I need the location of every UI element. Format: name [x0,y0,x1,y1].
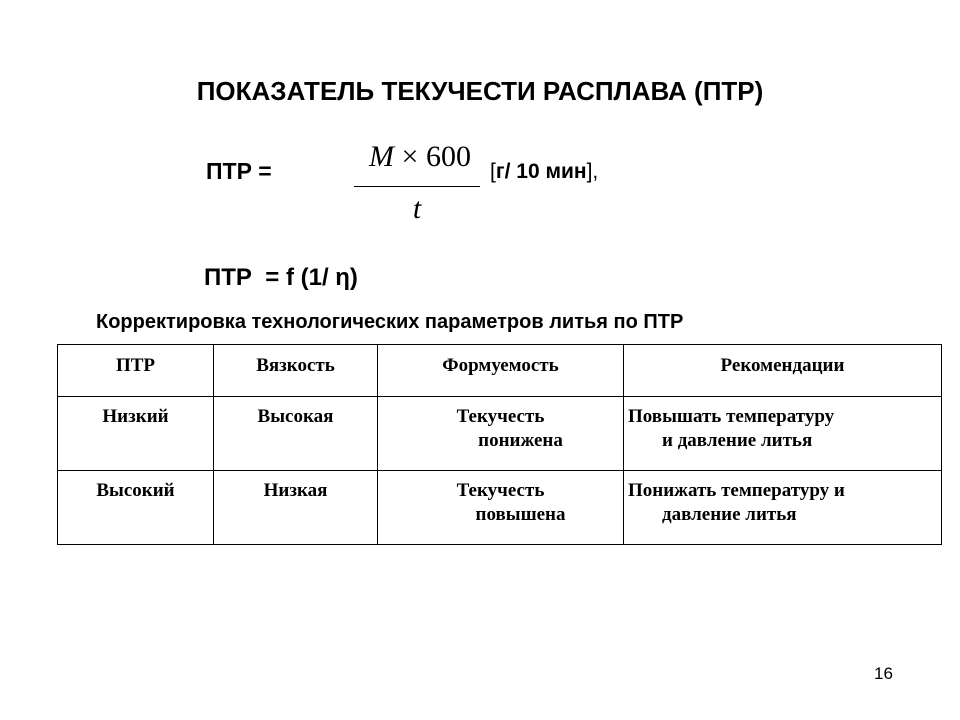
cell-viscosity: Низкая [214,471,378,545]
cell-formability-line2: повышена [475,504,566,525]
table-row [58,471,942,545]
unit-close-bracket: ], [586,160,599,183]
table-header-row [58,345,942,397]
cell-ptr: Низкий [58,397,214,471]
table-row [58,397,942,471]
cell-recommendation-line2: и давление литья [662,430,813,451]
formula-fraction [354,140,482,240]
cell-formability [378,471,624,545]
header-formability: Формуемость [378,345,624,397]
cell-recommendation-line1: Понижать температуру и [628,480,845,501]
cell-recommendation-line2: давление литья [662,504,797,525]
formula-units [490,160,598,184]
header-recommendations: Рекомендации [624,345,942,397]
page-number: 16 [874,664,893,683]
cell-formability-line1: Текучесть [456,480,545,501]
formula-lhs: ПТР = [206,158,272,184]
cell-formability-line1: Текучесть [456,406,545,427]
cell-recommendation [624,471,942,545]
numerator-rest: × 600 [394,140,471,173]
cell-formability [378,397,624,471]
cell-viscosity: Высокая [214,397,378,471]
cell-recommendation-line1: Повышать температуру [628,406,835,427]
parameters-table [57,344,942,545]
cell-formability-line2: понижена [478,430,563,451]
formula-denominator: t [412,192,422,225]
unit-text: г/ 10 мин [495,160,587,183]
formula-dependency: ПТР = f (1/ η) [204,264,358,291]
formula-numerator [360,140,480,174]
table-caption: Корректировка технологических параметров литья по ПТР [96,311,684,333]
unit-open-bracket: [ [490,160,496,183]
numerator-variable: M [369,140,395,173]
header-viscosity: Вязкость [214,345,378,397]
slide-title: ПОКАЗАТЕЛЬ ТЕКУЧЕСТИ РАСПЛАВА (ПТР) [196,76,764,106]
fraction-line [354,186,480,187]
cell-ptr: Высокий [58,471,214,545]
header-ptr: ПТР [58,345,214,397]
cell-recommendation [624,397,942,471]
